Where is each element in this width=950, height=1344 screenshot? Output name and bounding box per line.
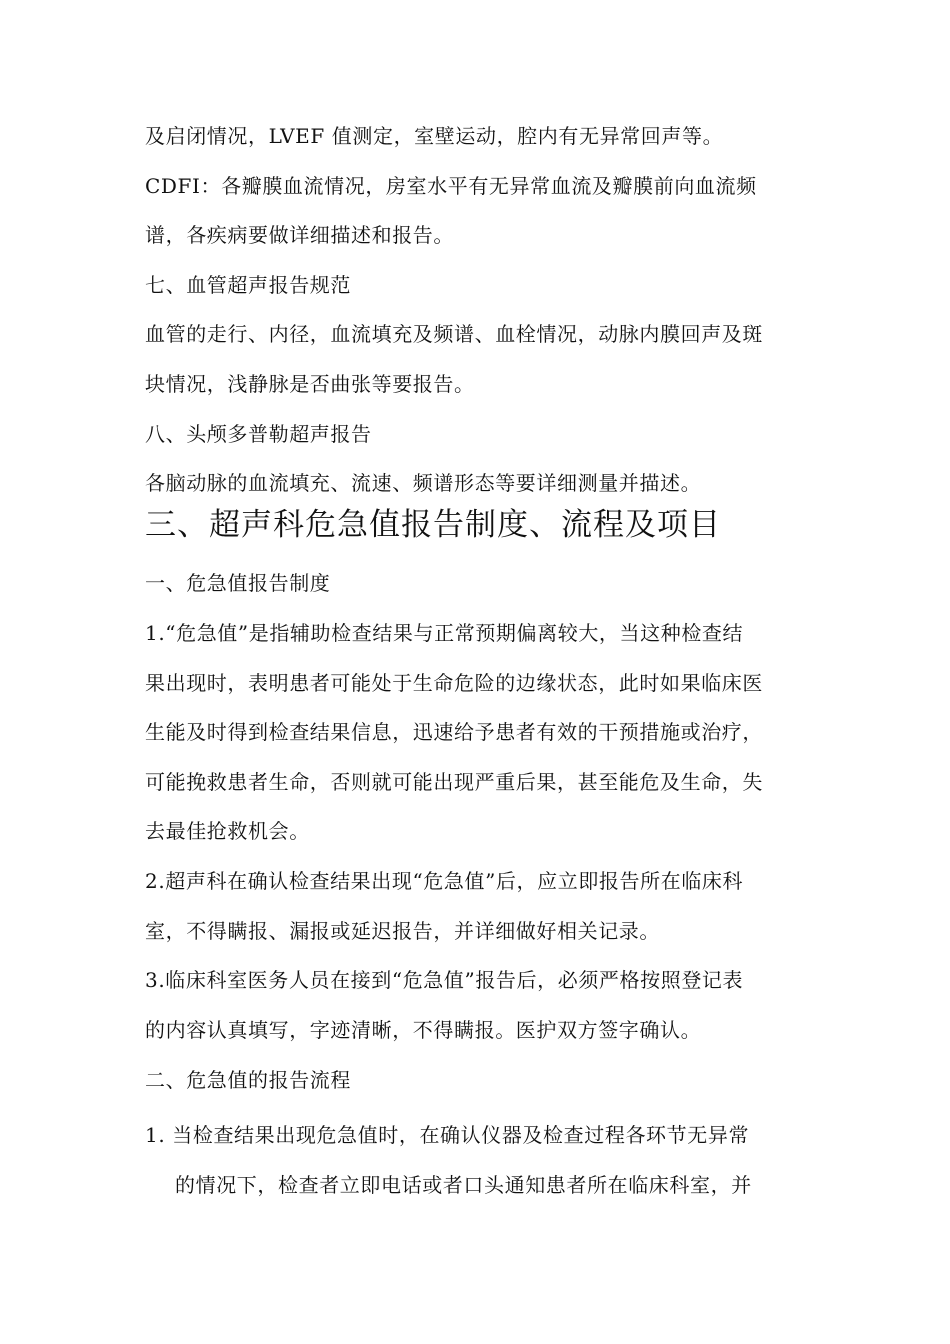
subheading: 七、血管超声报告规范: [145, 273, 351, 297]
paragraph-line: 2.超声科在确认检查结果出现“危急值”后，应立即报告所在临床科: [145, 869, 744, 893]
paragraph-line: 生能及时得到检查结果信息，迅速给予患者有效的干预措施或治疗，: [145, 720, 763, 744]
paragraph-line: CDFI：各瓣膜血流情况，房室水平有无异常血流及瓣膜前向血流频: [145, 174, 757, 198]
section-title: 三、超声科危急值报告制度、流程及项目: [145, 507, 721, 543]
paragraph-line: 块情况，浅静脉是否曲张等要报告。: [145, 372, 475, 396]
paragraph-line: 1.“危急值”是指辅助检查结果与正常预期偏离较大，当这种检查结: [145, 621, 744, 645]
paragraph-line: 谱，各疾病要做详细描述和报告。: [145, 223, 454, 247]
paragraph-line: 果出现时，表明患者可能处于生命危险的边缘状态，此时如果临床医: [145, 671, 763, 695]
paragraph-line: 3.临床科室医务人员在接到“危急值”报告后，必须严格按照登记表: [145, 968, 744, 992]
list-item-line: 的情况下，检查者立即电话或者口头通知患者所在临床科室，并: [175, 1173, 752, 1197]
subheading: 一、危急值报告制度: [145, 571, 331, 595]
paragraph-line: 血管的走行、内径，血流填充及频谱、血栓情况，动脉内膜回声及斑: [145, 322, 763, 346]
paragraph-line: 可能挽救患者生命，否则就可能出现严重后果，甚至能危及生命，失: [145, 770, 763, 794]
paragraph-line: 各脑动脉的血流填充、流速、频谱形态等要详细测量并描述。: [145, 471, 702, 495]
paragraph-line: 去最佳抢救机会。: [145, 819, 310, 843]
subheading: 八、头颅多普勒超声报告: [145, 422, 372, 446]
list-item-line: 1. 当检查结果出现危急值时，在确认仪器及检查过程各环节无异常: [145, 1123, 750, 1147]
paragraph-line: 室，不得瞒报、漏报或延迟报告，并详细做好相关记录。: [145, 919, 660, 943]
paragraph-line: 及启闭情况，LVEF 值测定，室壁运动，腔内有无异常回声等。: [145, 124, 724, 148]
paragraph-line: 的内容认真填写，字迹清晰，不得瞒报。医护双方签字确认。: [145, 1018, 702, 1042]
subheading: 二、危急值的报告流程: [145, 1068, 351, 1092]
